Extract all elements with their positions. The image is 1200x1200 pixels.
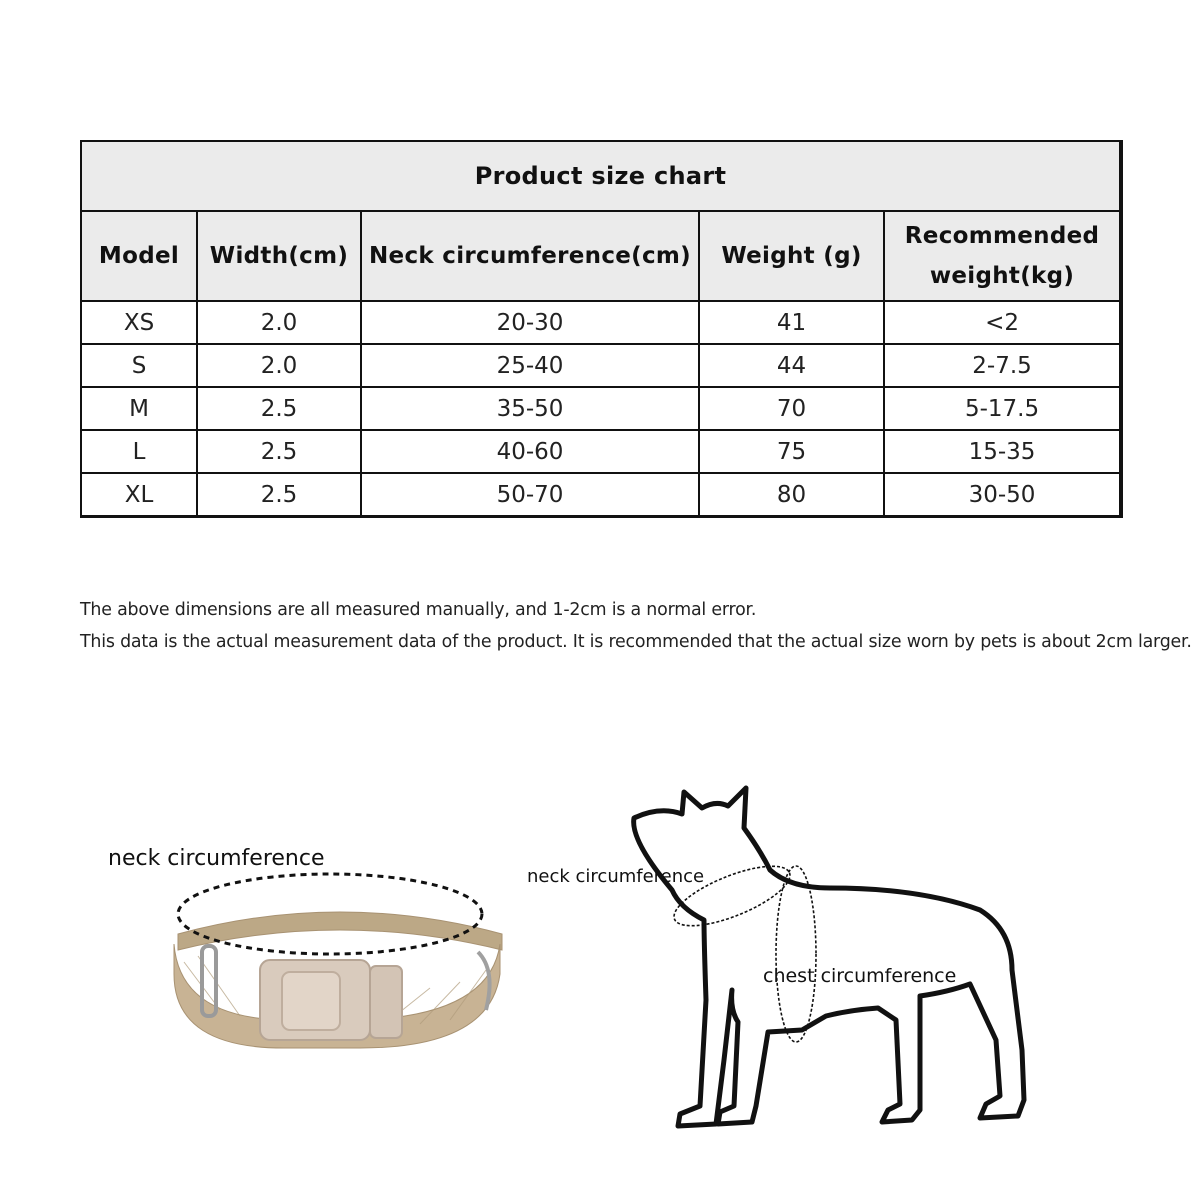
- note-line-2: This data is the actual measurement data of the product. It is recommended that the actual size worn by pets is about 2cm larger.: [80, 632, 1192, 652]
- cell-neck: 25-40: [361, 344, 699, 387]
- header-recommended-line2: weight(kg): [929, 263, 1075, 289]
- cell-recommended: 30-50: [884, 473, 1121, 517]
- cell-model: XL: [81, 473, 197, 517]
- header-model: Model: [81, 211, 197, 301]
- collar-neck-label: neck circumference: [108, 846, 325, 871]
- note-line-1: The above dimensions are all measured manually, and 1-2cm is a normal error.: [80, 600, 757, 620]
- measurement-notes: [80, 596, 1190, 660]
- dog-neck-label: neck circumference: [527, 866, 705, 887]
- cell-recommended: 15-35: [884, 430, 1121, 473]
- cell-weight: 70: [699, 387, 884, 430]
- cell-recommended: 2-7.5: [884, 344, 1121, 387]
- collar-icon: [160, 870, 520, 1050]
- cell-width: 2.5: [197, 430, 361, 473]
- header-width: Width(cm): [197, 211, 361, 301]
- header-recommended-line1: Recommended: [904, 223, 1100, 249]
- table-title: Product size chart: [81, 141, 1121, 211]
- cell-model: S: [81, 344, 197, 387]
- cell-neck: 50-70: [361, 473, 699, 517]
- cell-recommended: <2: [884, 301, 1121, 344]
- cell-width: 2.5: [197, 473, 361, 517]
- cell-weight: 80: [699, 473, 884, 517]
- size-chart-table: [80, 140, 1123, 518]
- table-row: [81, 430, 1121, 473]
- cell-recommended: 5-17.5: [884, 387, 1121, 430]
- cell-width: 2.0: [197, 344, 361, 387]
- cell-model: XS: [81, 301, 197, 344]
- table-row: [81, 387, 1121, 430]
- cell-weight: 44: [699, 344, 884, 387]
- cell-model: M: [81, 387, 197, 430]
- header-recommended-weight: [884, 211, 1121, 301]
- cell-weight: 75: [699, 430, 884, 473]
- dog-chest-label: chest circumference: [763, 965, 957, 987]
- cell-neck: 40-60: [361, 430, 699, 473]
- cell-weight: 41: [699, 301, 884, 344]
- cell-width: 2.0: [197, 301, 361, 344]
- dog-outline-icon: [620, 770, 1060, 1140]
- cell-width: 2.5: [197, 387, 361, 430]
- cell-neck: 35-50: [361, 387, 699, 430]
- cell-model: L: [81, 430, 197, 473]
- header-neck-circumference: Neck circumference(cm): [361, 211, 699, 301]
- header-weight: Weight (g): [699, 211, 884, 301]
- cell-neck: 20-30: [361, 301, 699, 344]
- table-row: [81, 473, 1121, 517]
- table-row: [81, 301, 1121, 344]
- table-row: [81, 344, 1121, 387]
